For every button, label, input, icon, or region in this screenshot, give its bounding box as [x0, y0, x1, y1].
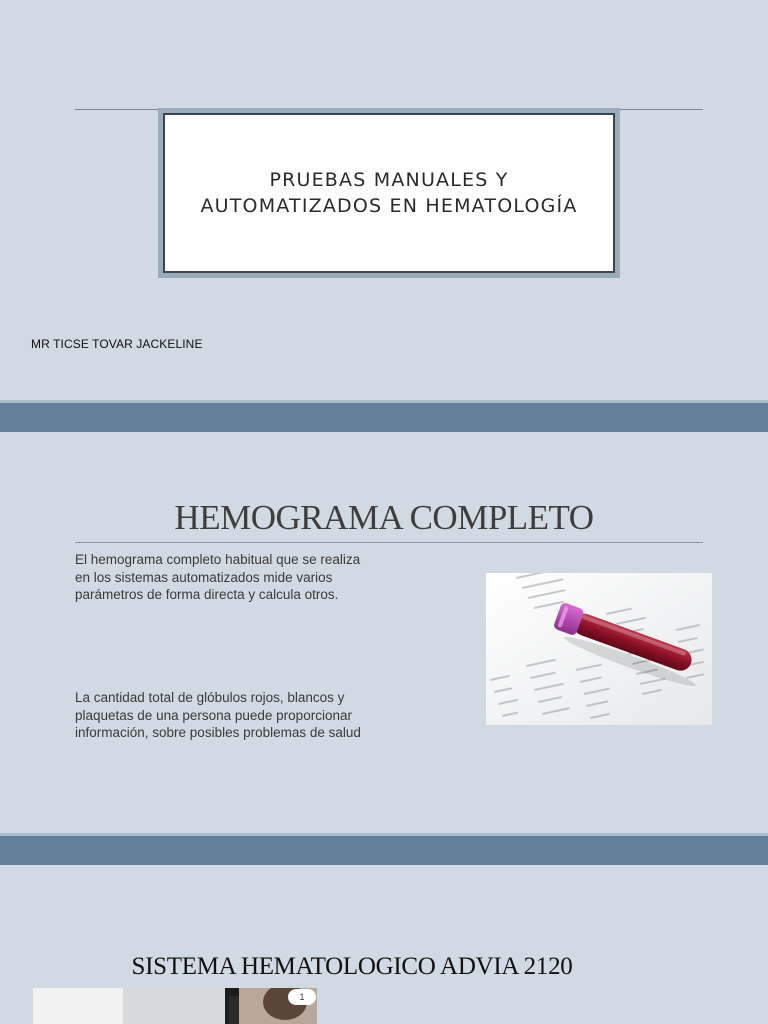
slide-title — [200, 167, 577, 219]
slide-heading: HEMOGRAMA COMPLETO — [174, 498, 594, 537]
slide-separator — [0, 400, 768, 432]
heading-rule — [75, 542, 703, 543]
slide-2 — [0, 432, 768, 832]
paragraph-2: La cantidad total de glóbulos rojos, blancos y plaquetas de una persona puede proporcionar información, sobre posibles problemas de salud — [75, 690, 361, 740]
slide-3 — [0, 865, 768, 1024]
slide-title-line-1: PRUEBAS MANUALES Y — [269, 169, 509, 191]
slide-separator — [0, 833, 768, 865]
lab-photo — [33, 988, 317, 1024]
slide-heading: SISTEMA HEMATOLOGICO ADVIA 2120 — [131, 953, 573, 980]
title-box — [163, 113, 615, 273]
paragraph-1: El hemograma completo habitual que se realiza en los sistemas automatizados mide varios parámetros de forma directa y calcula otros. — [75, 552, 361, 602]
page-number-badge: 1 — [288, 989, 316, 1005]
slide-1 — [0, 0, 768, 400]
author-name: MR TICSE TOVAR JACKELINE — [31, 337, 203, 351]
blood-test-tube-photo — [486, 573, 712, 725]
title-frame — [158, 108, 620, 278]
slide-title-line-2: AUTOMATIZADOS EN HEMATOLOGÍA — [200, 195, 578, 217]
